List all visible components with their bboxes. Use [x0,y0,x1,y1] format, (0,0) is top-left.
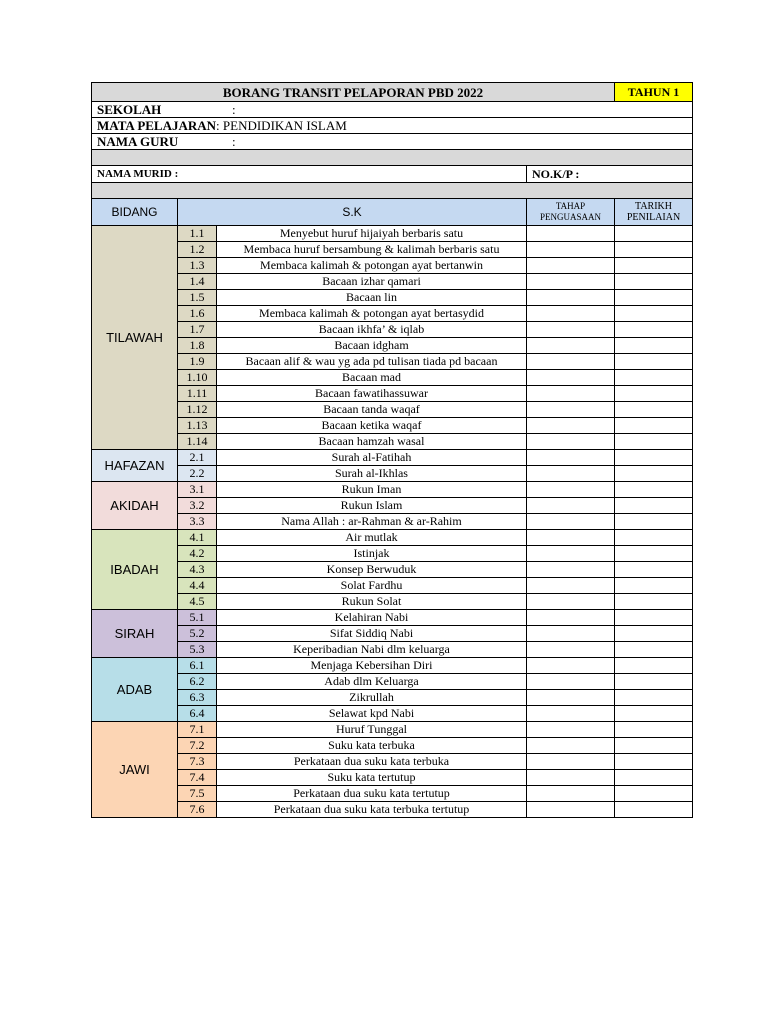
table-row [92,594,693,610]
sk-number: 7.1 [178,722,217,738]
tarikh-penilaian-cell[interactable] [615,802,693,818]
sk-description: Rukun Islam [217,498,527,514]
tarikh-penilaian-cell[interactable] [615,770,693,786]
tahap-penguasaan-cell[interactable] [527,770,615,786]
tahap-penguasaan-cell[interactable] [527,626,615,642]
tahap-penguasaan-cell[interactable] [527,786,615,802]
table-row [92,338,693,354]
table-row [92,450,693,466]
table-row [92,754,693,770]
table-row [92,610,693,626]
tahap-penguasaan-cell[interactable] [527,482,615,498]
table-row [92,562,693,578]
sk-number: 3.3 [178,514,217,530]
tahap-penguasaan-cell[interactable] [527,706,615,722]
sk-number: 4.4 [178,578,217,594]
sk-number: 7.6 [178,802,217,818]
bidang-adab: ADAB [92,658,178,722]
sk-description: Surah al-Ikhlas [217,466,527,482]
tarikh-penilaian-cell[interactable] [615,354,693,370]
sk-number: 1.4 [178,274,217,290]
tarikh-penilaian-cell[interactable] [615,546,693,562]
sk-description: Membaca kalimah & potongan ayat bertasydid [217,306,527,322]
table-row [92,306,693,322]
table-row [92,354,693,370]
sk-number: 2.1 [178,450,217,466]
table-row [92,242,693,258]
form-table [91,82,693,818]
sk-description: Kelahiran Nabi [217,610,527,626]
nama-murid-field[interactable] [92,166,527,183]
nama-guru-label: NAMA GURU [97,134,179,149]
sk-description: Huruf Tunggal [217,722,527,738]
sk-number: 5.3 [178,642,217,658]
sk-number: 4.5 [178,594,217,610]
sk-number: 4.2 [178,546,217,562]
tarikh-penilaian-cell[interactable] [615,706,693,722]
spacer-row [92,183,693,199]
tarikh-penilaian-cell[interactable] [615,610,693,626]
tahap-penguasaan-cell[interactable] [527,306,615,322]
tarikh-penilaian-cell[interactable] [615,274,693,290]
sk-number: 6.2 [178,674,217,690]
sk-number: 6.4 [178,706,217,722]
tarikh-penilaian-cell[interactable] [615,434,693,450]
table-row [92,498,693,514]
tahap-penguasaan-cell[interactable] [527,226,615,242]
sk-number: 1.5 [178,290,217,306]
sk-number: 7.3 [178,754,217,770]
tahap-penguasaan-cell[interactable] [527,402,615,418]
sk-number: 7.2 [178,738,217,754]
table-row [92,514,693,530]
tarikh-penilaian-cell[interactable] [615,562,693,578]
sk-number: 1.11 [178,386,217,402]
sk-number: 4.1 [178,530,217,546]
sekolah-label: SEKOLAH [97,102,162,117]
tahap-penguasaan-cell[interactable] [527,450,615,466]
tarikh-penilaian-cell[interactable] [615,418,693,434]
sk-number: 1.12 [178,402,217,418]
table-row [92,642,693,658]
sk-description: Sifat Siddiq Nabi [217,626,527,642]
bidang-sirah: SIRAH [92,610,178,658]
bidang-jawi: JAWI [92,722,178,818]
sk-description: Bacaan idgham [217,338,527,354]
tarikh-penilaian-cell[interactable] [615,322,693,338]
tarikh-penilaian-cell[interactable] [615,722,693,738]
nama-guru-field[interactable] [92,134,693,150]
table-row [92,770,693,786]
tahap-penguasaan-cell[interactable] [527,802,615,818]
tahap-penguasaan-cell[interactable] [527,322,615,338]
bidang-akidah: AKIDAH [92,482,178,530]
sk-description: Membaca huruf bersambung & kalimah berbaris satu [217,242,527,258]
mata-pelajaran-value: : PENDIDIKAN ISLAM [216,118,347,133]
report-form [91,82,692,818]
tahap-penguasaan-cell[interactable] [527,370,615,386]
spacer-row [92,150,693,166]
table-row [92,802,693,818]
table-row [92,466,693,482]
sk-number: 7.4 [178,770,217,786]
sk-number: 2.2 [178,466,217,482]
tarikh-penilaian-cell[interactable] [615,754,693,770]
tahap-penguasaan-cell[interactable] [527,338,615,354]
tarikh-penilaian-cell[interactable] [615,658,693,674]
sk-description: Perkataan dua suku kata terbuka [217,754,527,770]
table-row [92,738,693,754]
tarikh-penilaian-cell[interactable] [615,226,693,242]
table-row [92,402,693,418]
sk-number: 1.14 [178,434,217,450]
sk-description: Nama Allah : ar-Rahman & ar-Rahim [217,514,527,530]
tarikh-penilaian-cell[interactable] [615,498,693,514]
tahap-penguasaan-cell[interactable] [527,722,615,738]
tarikh-penilaian-cell[interactable] [615,386,693,402]
table-row [92,386,693,402]
table-row [92,722,693,738]
table-row [92,434,693,450]
table-row [92,322,693,338]
table-row [92,626,693,642]
tarikh-penilaian-cell[interactable] [615,306,693,322]
sk-number: 4.3 [178,562,217,578]
sk-description: Bacaan mad [217,370,527,386]
tahap-penguasaan-cell[interactable] [527,738,615,754]
sk-number: 1.13 [178,418,217,434]
nokp-label: NO.K/P : [532,166,580,181]
sk-number: 7.5 [178,786,217,802]
tarikh-penilaian-cell[interactable] [615,338,693,354]
sk-number: 1.3 [178,258,217,274]
sk-description: Air mutlak [217,530,527,546]
mata-pelajaran-field[interactable] [92,118,693,134]
sk-description: Rukun Iman [217,482,527,498]
tahap-penguasaan-cell[interactable] [527,578,615,594]
tahap-penguasaan-cell[interactable] [527,434,615,450]
tahap-penguasaan-cell[interactable] [527,274,615,290]
tahap-penguasaan-cell[interactable] [527,498,615,514]
sk-description: Membaca kalimah & potongan ayat bertanwin [217,258,527,274]
tahap-penguasaan-cell[interactable] [527,290,615,306]
sk-description: Perkataan dua suku kata tertutup [217,786,527,802]
sk-number: 1.10 [178,370,217,386]
sk-description: Istinjak [217,546,527,562]
tahap-penguasaan-cell[interactable] [527,546,615,562]
sk-number: 1.6 [178,306,217,322]
header-tarikh: TARIKH PENILAIAN [615,199,693,226]
sk-description: Solat Fardhu [217,578,527,594]
bidang-tilawah: TILAWAH [92,226,178,450]
tahap-penguasaan-cell[interactable] [527,562,615,578]
nama-murid-label: NAMA MURID : [97,167,179,180]
tarikh-penilaian-cell[interactable] [615,370,693,386]
table-row [92,578,693,594]
sk-description: Perkataan dua suku kata terbuka tertutup [217,802,527,818]
tarikh-penilaian-cell[interactable] [615,402,693,418]
sk-description: Menyebut huruf hijaiyah berbaris satu [217,226,527,242]
sekolah-value: : [232,102,236,117]
tarikh-penilaian-cell[interactable] [615,690,693,706]
tarikh-penilaian-cell[interactable] [615,594,693,610]
sk-number: 3.2 [178,498,217,514]
tarikh-penilaian-cell[interactable] [615,530,693,546]
sk-description: Suku kata terbuka [217,738,527,754]
sk-description: Selawat kpd Nabi [217,706,527,722]
sk-number: 1.8 [178,338,217,354]
tahap-penguasaan-cell[interactable] [527,674,615,690]
table-row [92,690,693,706]
sekolah-field[interactable] [92,102,693,118]
tahap-penguasaan-cell[interactable] [527,514,615,530]
tarikh-penilaian-cell[interactable] [615,466,693,482]
tahap-penguasaan-cell[interactable] [527,690,615,706]
sk-description: Bacaan hamzah wasal [217,434,527,450]
table-row [92,706,693,722]
sk-number: 1.2 [178,242,217,258]
sk-description: Bacaan tanda waqaf [217,402,527,418]
table-row [92,530,693,546]
table-row [92,546,693,562]
sk-description: Konsep Berwuduk [217,562,527,578]
tarikh-penilaian-cell[interactable] [615,290,693,306]
tahap-penguasaan-cell[interactable] [527,610,615,626]
tarikh-penilaian-cell[interactable] [615,242,693,258]
sk-description: Bacaan izhar qamari [217,274,527,290]
sk-description: Bacaan ikhfa’ & iqlab [217,322,527,338]
table-row [92,274,693,290]
tahap-penguasaan-cell[interactable] [527,530,615,546]
sk-description: Zikrullah [217,690,527,706]
table-row [92,226,693,242]
sk-number: 5.2 [178,626,217,642]
tahap-penguasaan-cell[interactable] [527,658,615,674]
tarikh-penilaian-cell[interactable] [615,626,693,642]
sk-number: 3.1 [178,482,217,498]
tahap-penguasaan-cell[interactable] [527,354,615,370]
sk-description: Bacaan alif & wau yg ada pd tulisan tiada pd bacaan [217,354,527,370]
sk-description: Keperibadian Nabi dlm keluarga [217,642,527,658]
sk-description: Bacaan lin [217,290,527,306]
table-row [92,370,693,386]
header-sk: S.K [178,199,527,226]
tahap-penguasaan-cell[interactable] [527,386,615,402]
header-tahap: TAHAP PENGUASAAN [527,199,615,226]
tahap-penguasaan-cell[interactable] [527,594,615,610]
table-row [92,482,693,498]
sk-number: 1.1 [178,226,217,242]
table-row [92,258,693,274]
table-row [92,290,693,306]
sk-description: Menjaga Kebersihan Diri [217,658,527,674]
tahap-penguasaan-cell[interactable] [527,418,615,434]
tahun-badge: TAHUN 1 [615,83,693,102]
nokp-field[interactable] [527,166,693,183]
form-title: BORANG TRANSIT PELAPORAN PBD 2022 [92,83,615,102]
sk-description: Adab dlm Keluarga [217,674,527,690]
tarikh-penilaian-cell[interactable] [615,642,693,658]
nama-guru-value: : [232,134,236,149]
sk-number: 1.7 [178,322,217,338]
table-row [92,658,693,674]
tarikh-penilaian-cell[interactable] [615,450,693,466]
table-row [92,418,693,434]
tarikh-penilaian-cell[interactable] [615,738,693,754]
tarikh-penilaian-cell[interactable] [615,578,693,594]
tahap-penguasaan-cell[interactable] [527,642,615,658]
mata-pelajaran-label: MATA PELAJARAN [97,118,217,133]
sk-description: Surah al-Fatihah [217,450,527,466]
tarikh-penilaian-cell[interactable] [615,514,693,530]
tahap-penguasaan-cell[interactable] [527,466,615,482]
tahap-penguasaan-cell[interactable] [527,258,615,274]
sk-description: Rukun Solat [217,594,527,610]
sk-description: Bacaan fawatihassuwar [217,386,527,402]
sk-description: Bacaan ketika waqaf [217,418,527,434]
tarikh-penilaian-cell[interactable] [615,674,693,690]
bidang-hafazan: HAFAZAN [92,450,178,482]
table-row [92,786,693,802]
sk-description: Suku kata tertutup [217,770,527,786]
table-row [92,674,693,690]
bidang-ibadah: IBADAH [92,530,178,610]
sk-number: 5.1 [178,610,217,626]
tarikh-penilaian-cell[interactable] [615,258,693,274]
tarikh-penilaian-cell[interactable] [615,786,693,802]
sk-number: 6.3 [178,690,217,706]
tarikh-penilaian-cell[interactable] [615,482,693,498]
tahap-penguasaan-cell[interactable] [527,242,615,258]
tahap-penguasaan-cell[interactable] [527,754,615,770]
header-bidang: BIDANG [92,199,178,226]
sk-number: 1.9 [178,354,217,370]
sk-number: 6.1 [178,658,217,674]
